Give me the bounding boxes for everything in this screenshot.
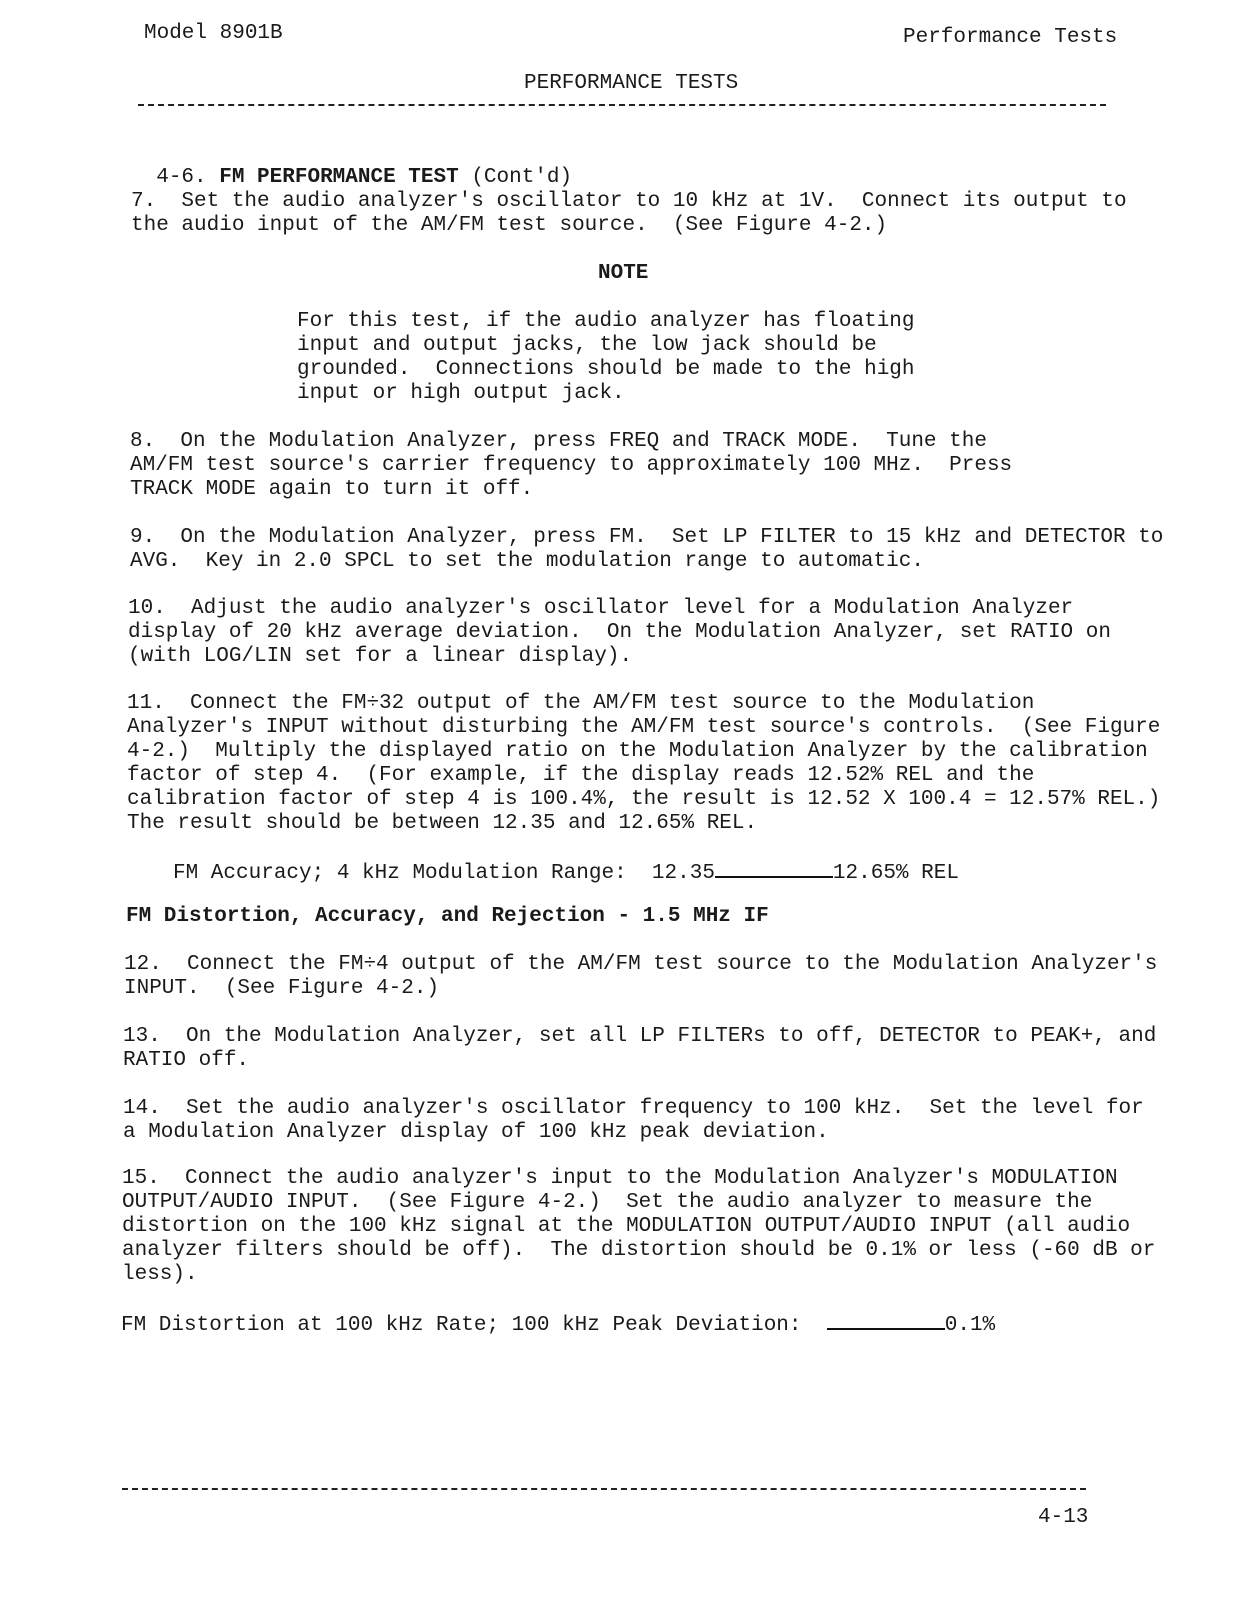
- step-9: [130, 526, 1163, 574]
- step-10-line: 10. Adjust the audio analyzer's oscillator level for a Modulation Analyzer: [128, 597, 1074, 620]
- step-12: [124, 953, 1157, 1001]
- record-fm-accuracy-label: FM Accuracy; 4 kHz Modulation Range:: [173, 862, 627, 885]
- step-15-line: OUTPUT/AUDIO INPUT. (See Figure 4-2.) Set the audio analyzer to measure the: [122, 1191, 1093, 1214]
- step-11-line: calibration factor of step 4 is 100.4%, the result is 12.52 X 100.4 = 12.57% REL.): [127, 788, 1161, 811]
- record-fm-accuracy-blank: [715, 858, 833, 878]
- step-13-line: RATIO off.: [123, 1049, 250, 1072]
- record-fm-accuracy-high: 12.65% REL: [832, 862, 959, 885]
- step-15: [122, 1167, 1155, 1287]
- step-11-line: The result should be between 12.35 and 12.65% REL.: [127, 812, 758, 835]
- step-9-line: 9. On the Modulation Analyzer, press FM. Set LP FILTER to 15 kHz and DETECTOR to: [130, 526, 1164, 549]
- step-11-line: factor of step 4. (For example, if the display reads 12.52% REL and the: [127, 764, 1035, 787]
- note-line: input or high output jack.: [297, 382, 625, 405]
- header-title: PERFORMANCE TESTS: [524, 72, 739, 95]
- section-heading: [131, 142, 572, 190]
- section-title: FM PERFORMANCE TEST: [219, 166, 459, 189]
- step-9-line: AVG. Key in 2.0 SPCL to set the modulation range to automatic.: [130, 550, 924, 573]
- step-14: [123, 1097, 1144, 1145]
- note-line: input and output jacks, the low jack should be: [297, 334, 877, 357]
- step-15-line: distortion on the 100 kHz signal at the MODULATION OUTPUT/AUDIO INPUT (all audio: [122, 1215, 1131, 1238]
- step-10-line: (with LOG/LIN set for a linear display).: [128, 645, 633, 668]
- record-fm-accuracy-low: 12.35: [651, 862, 715, 885]
- step-13: [123, 1025, 1156, 1073]
- record-fm-distortion-blank: [827, 1310, 945, 1330]
- header-divider: [138, 104, 1106, 106]
- step-11: [127, 692, 1160, 836]
- header-section: Performance Tests: [903, 26, 1118, 49]
- step-8-line: TRACK MODE again to turn it off.: [130, 478, 534, 501]
- step-15-line: less).: [122, 1263, 198, 1286]
- footer-divider: [122, 1488, 1086, 1490]
- step-15-line: 15. Connect the audio analyzer's input to the Modulation Analyzer's MODULATION: [122, 1167, 1118, 1190]
- step-10: [128, 597, 1111, 669]
- step-12-line: INPUT. (See Figure 4-2.): [124, 977, 440, 1000]
- step-7: [131, 190, 1127, 238]
- step-15-line: analyzer filters should be off). The distortion should be 0.1% or less (-60 dB or: [122, 1239, 1156, 1262]
- step-11-line: Analyzer's INPUT without disturbing the AM/FM test source's controls. (See Figure: [127, 716, 1161, 739]
- record-fm-distortion: [121, 1310, 995, 1338]
- step-14-line: a Modulation Analyzer display of 100 kHz peak deviation.: [123, 1121, 829, 1144]
- note-title: NOTE: [598, 262, 649, 285]
- note-body: [297, 310, 915, 406]
- step-7-line: the audio input of the AM/FM test source. (See Figure 4-2.): [131, 214, 888, 237]
- record-fm-distortion-label: FM Distortion at 100 kHz Rate; 100 kHz Peak Deviation:: [121, 1314, 802, 1337]
- step-11-line: 11. Connect the FM÷32 output of the AM/FM test source to the Modulation: [127, 692, 1035, 715]
- step-14-line: 14. Set the audio analyzer's oscillator frequency to 100 kHz. Set the level for: [123, 1097, 1144, 1120]
- step-8: [130, 430, 1012, 502]
- note-line: grounded. Connections should be made to the high: [297, 358, 915, 381]
- step-7-line: 7. Set the audio analyzer's oscillator to 10 kHz at 1V. Connect its output to: [131, 190, 1127, 213]
- page-number: 4-13: [1038, 1506, 1089, 1529]
- section-suffix: (Cont'd): [471, 166, 573, 189]
- note-line: For this test, if the audio analyzer has floating: [297, 310, 915, 333]
- record-fm-distortion-limit: 0.1%: [944, 1314, 996, 1337]
- subheading: FM Distortion, Accuracy, and Rejection - 1.5 MHz IF: [126, 905, 769, 928]
- step-10-line: display of 20 kHz average deviation. On the Modulation Analyzer, set RATIO on: [128, 621, 1111, 644]
- step-13-line: 13. On the Modulation Analyzer, set all LP FILTERs to off, DETECTOR to PEAK+, and: [123, 1025, 1157, 1048]
- header-model: Model 8901B: [144, 22, 283, 45]
- section-number: 4-6.: [156, 166, 207, 189]
- step-11-line: 4-2.) Multiply the displayed ratio on the Modulation Analyzer by the calibration: [127, 740, 1148, 763]
- step-8-line: 8. On the Modulation Analyzer, press FREQ and TRACK MODE. Tune the: [130, 430, 987, 453]
- record-fm-accuracy: [173, 858, 959, 886]
- step-12-line: 12. Connect the FM÷4 output of the AM/FM test source to the Modulation Analyzer's: [124, 953, 1158, 976]
- step-8-line: AM/FM test source's carrier frequency to approximately 100 MHz. Press: [130, 454, 1013, 477]
